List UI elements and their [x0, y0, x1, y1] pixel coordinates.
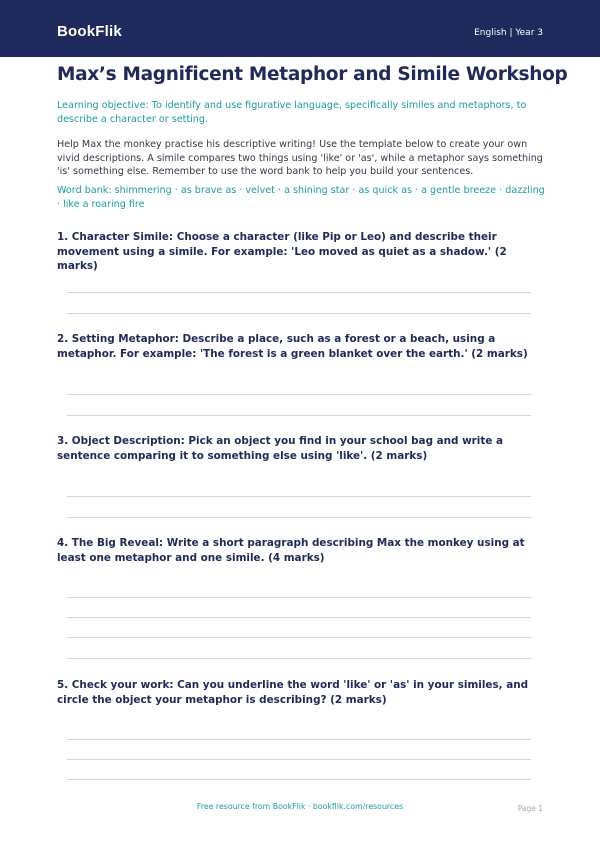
answer-line[interactable]: [67, 597, 531, 598]
answer-line[interactable]: [67, 313, 531, 314]
brand-logo: BookFlik: [57, 23, 122, 40]
footer-text: Free resource from BookFlik · bookflik.com/resources: [196, 802, 404, 811]
answer-line[interactable]: [67, 617, 531, 618]
answer-line[interactable]: [67, 779, 531, 780]
answer-line[interactable]: [67, 637, 531, 638]
answer-line[interactable]: [67, 759, 531, 760]
header-bar: [0, 0, 600, 57]
page-number: Page 1: [517, 804, 543, 813]
answer-line[interactable]: [67, 739, 531, 740]
subject-year: English | Year 3: [474, 28, 543, 38]
question-2: 2. Setting Metaphor: Describe a place, such as a forest or a beach, using a metaphor. For example: 'The forest is a green blanket over the earth.' (2 marks): [57, 333, 528, 360]
answer-line[interactable]: [67, 394, 531, 395]
word-bank: Word bank: shimmering · as brave as · velvet · a shining star · as quick as · a gentle breeze · dazzling · like a roaring fire: [57, 185, 545, 210]
answer-line[interactable]: [67, 496, 531, 497]
intro-text: Help Max the monkey practise his descriptive writing! Use the template below to create your own vivid descriptions. A simile compares two things using 'like' or 'as', while a metaphor says something 'is' something else. Remember to use the word bank to help you build your sentences.: [57, 139, 543, 177]
question-4: 4. The Big Reveal: Write a short paragraph describing Max the monkey using at least one metaphor and one simile. (4 marks): [57, 537, 525, 564]
question-3: 3. Object Description: Pick an object you find in your school bag and write a sentence comparing it to something else using 'like'. (2 marks): [57, 435, 504, 462]
answer-line[interactable]: [67, 415, 531, 416]
question-1: 1. Character Simile: Choose a character (like Pip or Leo) and describe their movement using a simile. For example: 'Leo moved as quiet as a shadow.' (2 marks): [57, 231, 507, 272]
learning-objective: Learning objective: To identify and use figurative language, specifically similes and metaphors, to describe a character or setting.: [57, 100, 527, 125]
question-5: 5. Check your work: Can you underline the word 'like' or 'as' in your similes, and circle the object your metaphor is describing? (2 marks): [57, 679, 529, 706]
answer-line[interactable]: [67, 517, 531, 518]
answer-line[interactable]: [67, 658, 531, 659]
answer-line[interactable]: [67, 292, 531, 293]
page-title: Max’s Magnificent Metaphor and Simile Workshop: [57, 64, 568, 85]
